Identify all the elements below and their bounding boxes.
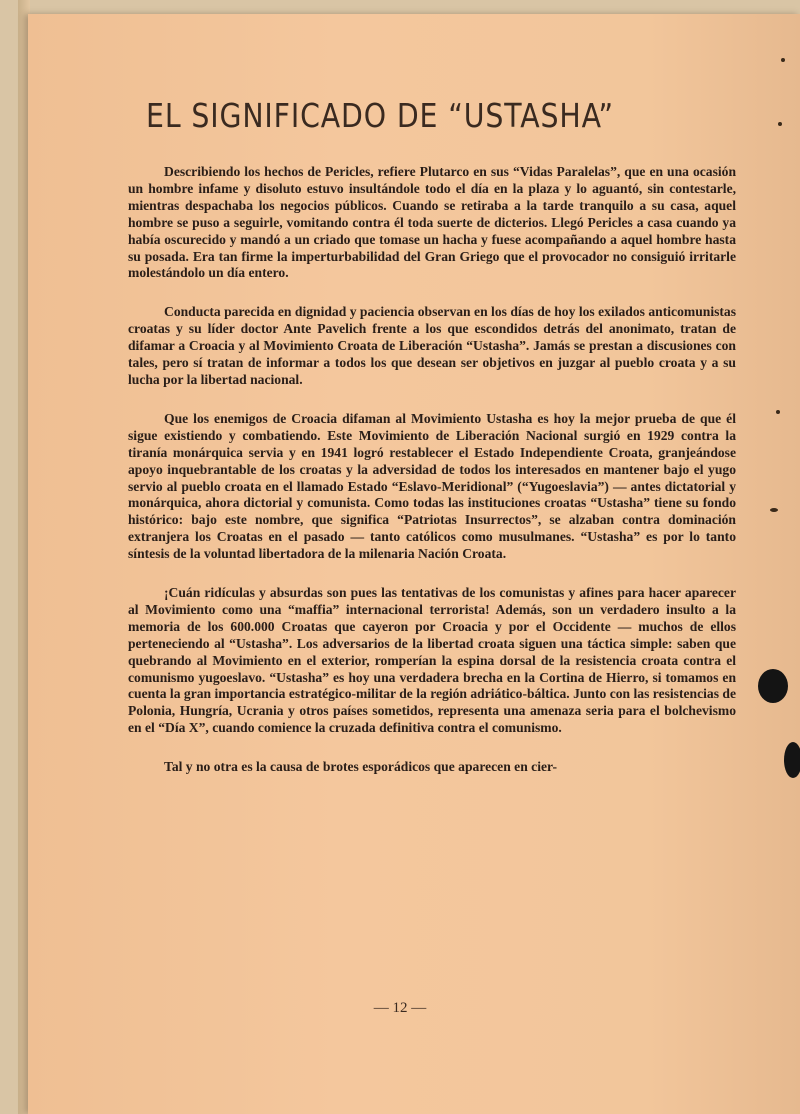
ink-speck (776, 410, 780, 414)
paragraph-5: Tal y no otra es la causa de brotes esporádicos que aparecen en cier- (164, 759, 558, 775)
document-body (128, 164, 736, 798)
paragraph-1: Describiendo los hechos de Pericles, refiere Plutarco en sus “Vidas Paralelas”, que en una ocasión un hombre infame y disoluto estuvo insultándole todo el día en la plaza y lo aguantó, sin contestarle, mientras despachaba los negocios públicos. Cuando se retiraba a la tarde tranquilo a su casa, aquel hombre se puso a seguirle, vomitando contra él toda suerte de dicterios. Llegó Pericles a casa cuando ya había oscurecido y mandó a un criado que tomase un hacha y fuese acompañando a aquel hombre hasta su posada. Era tan firme la imperturbabilidad del Gran Griego que el provocador no consiguió irritarle molestándolo un día entero. (128, 164, 736, 281)
binding-hole-bottom (784, 742, 800, 778)
ink-speck (770, 508, 778, 512)
ink-speck (781, 58, 785, 62)
binding-hole-top (758, 669, 788, 703)
page-number: — 12 — (373, 1000, 427, 1016)
paragraph-3: Que los enemigos de Croacia difaman al Movimiento Ustasha es hoy la mejor prueba de que él sigue existiendo y combatiendo. Este Movimiento de Liberación Nacional surgió en 1929 contra la tiranía monárquica servia y en 1941 logró restablecer el Estado Independiente Croata, granjeándose apoyo inquebrantable de los croatas y la adversidad de todos los interesados en mantener bajo el yugo servio al pueblo croata en el llamado Estado “Eslavo-Meridional” (“Yugoeslavia”) — antes dictatorial y monárquica, ahora dictorial y comunista. Como todas las instituciones croatas “Ustasha” tiene su fondo histórico: bajo este nombre, que significa “Patriotas Insurrectos”, se alzaban contra dominación extranjera los Croatas en el pasado — tanto católicos como musulmanes. “Ustasha” es por lo tanto síntesis de la voluntad libertadora de la milenaria Nación Croata. (128, 410, 736, 562)
paragraph-4: ¡Cuán ridículas y absurdas son pues las tentativas de los comunistas y afines para hacer aparecer al Movimiento como una “maffia” internacional terrorista! Además, son un verdadero insulto a la memoria de los 600.000 Croatas que cayeron por Croacia y por el Occidente — muchos de ellos perteneciendo al “Ustasha”. Los adversarios de la libertad croata siguen una táctica simple: saben que quebrando al Movimiento en el exterior, romperían la espina dorsal de la resistencia croata contra el comunismo yugoeslavo. “Ustasha” es hoy una verdadera brecha en la Cortina de Hierro, si tomamos en cuenta la gran importancia estratégico-militar de la región adriático-báltica. Junto con las resistencias de Polonia, Hungría, Ucrania y otros países sometidos, representa una amenaza seria para el bolchevismo en el “Día X”, cuando comience la cruzada definitiva contra el comunismo. (128, 585, 736, 736)
paragraph-2: Conducta parecida en dignidad y paciencia observan en los días de hoy los exilados anticomunistas croatas y su líder doctor Ante Pavelich frente a los que escondidos detrás del anonimato, tratan de difamar a Croacia y al Movimiento Croata de Liberación “Ustasha”. Jamás se prestan a discusiones con tales, pero sí tratan de informar a todos los que desean ser objetivos en juzgar al pueblo croata y a su lucha por la libertad nacional. (128, 304, 736, 387)
document-title: EL SIGNIFICADO DE “USTASHA” (146, 96, 614, 135)
ink-speck (778, 122, 782, 126)
